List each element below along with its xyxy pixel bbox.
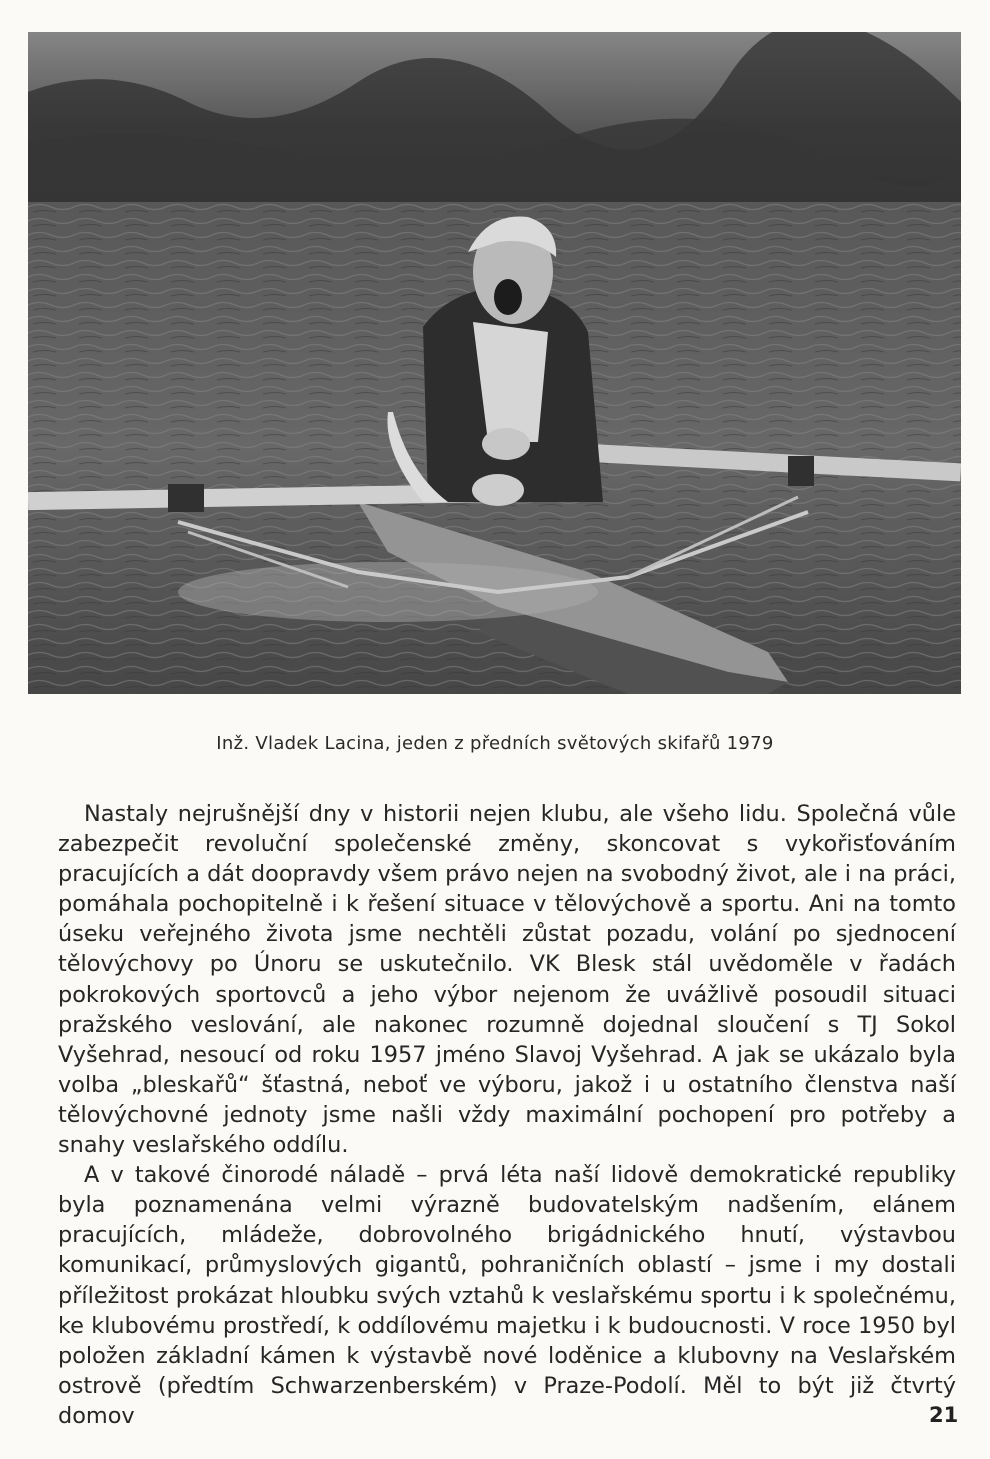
rower-photo (28, 32, 961, 694)
photo-caption: Inž. Vladek Lacina, jeden z předních světových skifařů 1979 (216, 733, 774, 754)
rower-photo-illustration (28, 32, 961, 694)
paragraph: Nastaly nejrušnější dny v historii nejen klubu, ale všeho lidu. Společná vůle zabezpečit revoluční společenské změny, skoncovat s vykořisťováním pracujících a dát doopravdy všem právo nejen na svobodný život, ale i na práci, pomáhala pochopitelně i k řešení situace v tělovýchově a sportu. Ani na tomto úseku veřejného života jsme nechtěli zůstat pozadu, volání po sjednocení tělovýchovy po Únoru se uskutečnilo. VK Blesk stál uvědoměle v řadách pokrokových sportovců a jeho výbor nejenom že uvážlivě posoudil situaci pražského veslování, ale nakonec rozumně dojednal sloučení s TJ Sokol Vyšehrad, nesoucí od roku 1957 jméno Slavoj Vyšehrad. A jak se ukázalo byla volba „bleskařů“ šťastná, neboť ve výboru, jakož i u ostatního členstva naší tělovýchovné jednoty jsme našli vždy maximální pochopení pro potřeby a snahy veslařského oddílu. (58, 801, 956, 1159)
article-body (58, 799, 959, 1431)
paragraph: A v takové činorodé náladě – prvá léta naší lidově demokratické republiky byla poznamenána velmi výrazně budovatelským nadšením, elánem pracujících, mládeže, dobrovolného brigádnického hnutí, výstavbou komunikací, průmyslových gigantů, pohraničních oblastí – jsme i my dostali příležitost prokázat hloubku svých vztahů k veslařskému sportu i k společnému, ke klubovému prostředí, k oddílovému majetku i k budoucnosti. V roce 1950 byl položen základní kámen k výstavbě nové loděnice a klubovny na Veslařském ostrově (předtím Schwarzenberském) v Praze-Podolí. Měl to být již čtvrtý domov (58, 1162, 956, 1429)
page-number: 21 (929, 1403, 959, 1427)
